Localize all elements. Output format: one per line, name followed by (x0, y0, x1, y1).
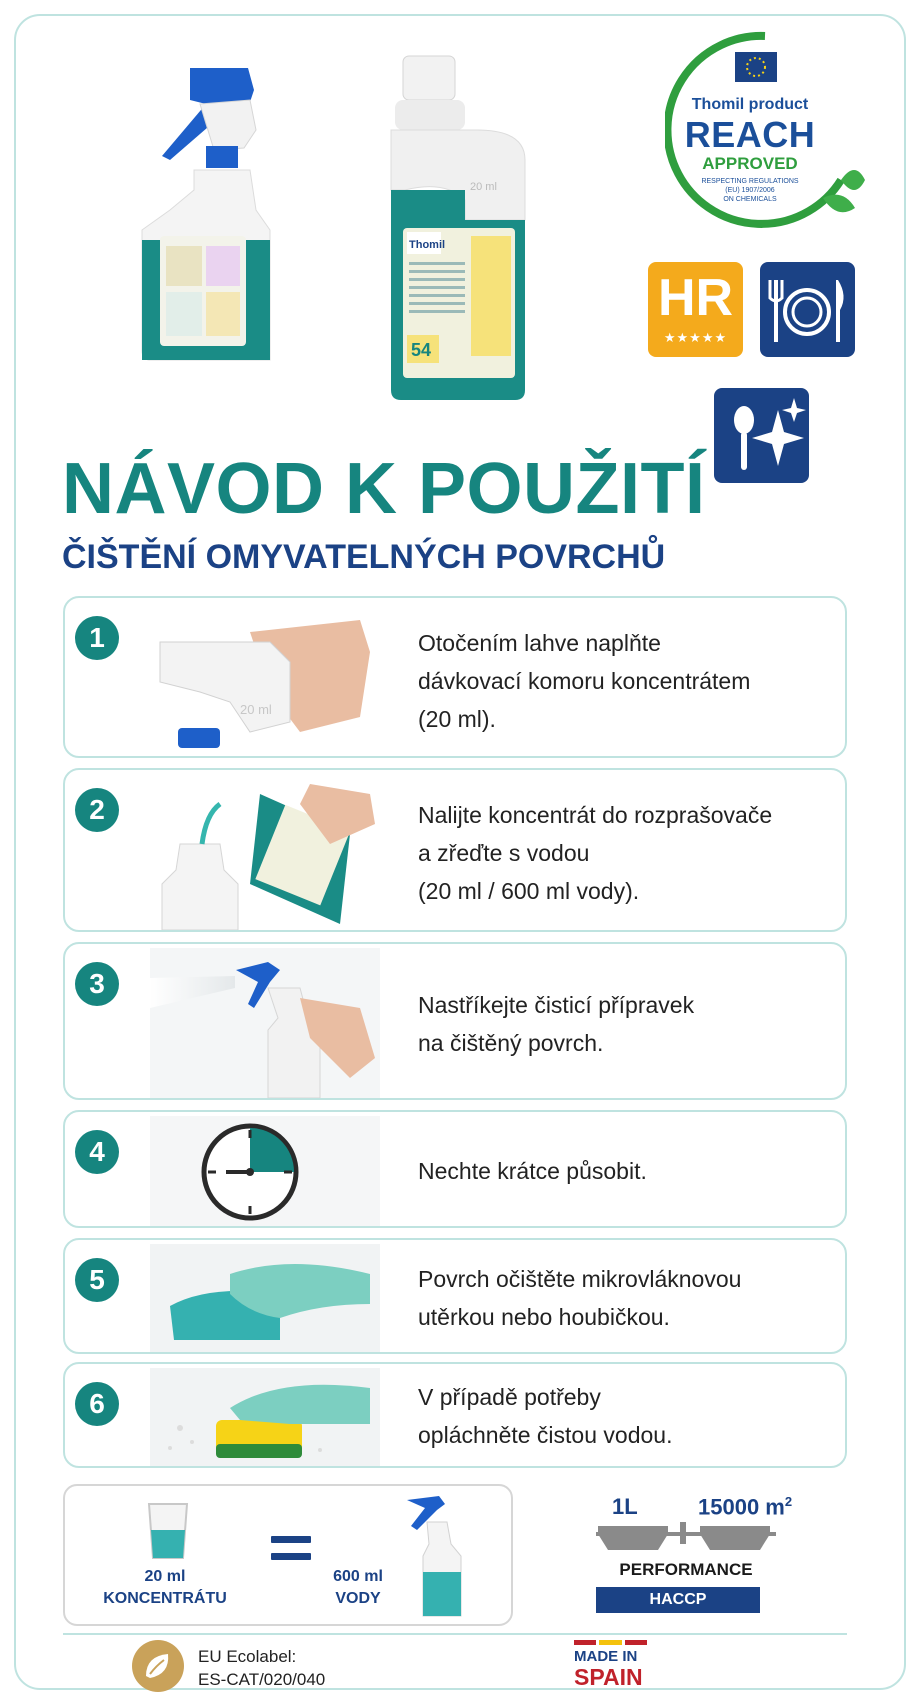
ecolabel-logo (132, 1640, 184, 1692)
reach-line-3: APPROVED (702, 154, 798, 173)
reach-line-5: (EU) 1907/2006 (725, 187, 775, 194)
step-5-image (150, 1244, 380, 1352)
step-line: V případě potřeby (418, 1384, 601, 1410)
step-line: (20 ml / 600 ml vody). (418, 878, 640, 904)
step-number: 3 (75, 962, 119, 1006)
step-1-measure: 20 ml (240, 702, 272, 717)
step-number: 6 (75, 1382, 119, 1426)
reach-approved-badge (665, 30, 875, 240)
step-2 (63, 768, 847, 932)
step-number: 5 (75, 1258, 119, 1302)
equals-icon (271, 1536, 311, 1570)
dosing-bottle-product-image (385, 50, 535, 420)
sinks-performance-icon (596, 1522, 776, 1558)
step-line: (20 ml). (418, 706, 496, 732)
step-3 (63, 942, 847, 1100)
spray-bottle-product-image (130, 60, 280, 405)
leaf-icon (132, 1640, 184, 1692)
country-text: SPAIN (574, 1664, 643, 1690)
reach-line-6: ON CHEMICALS (723, 196, 777, 203)
step-2-image (150, 774, 380, 930)
step-line: utěrkou nebo houbičkou. (418, 1304, 670, 1330)
performance-area (698, 1494, 792, 1520)
step-1-image (150, 602, 380, 752)
hr-rating-tile (648, 262, 743, 357)
ecolabel-line-1: EU Ecolabel: (198, 1647, 297, 1666)
page-title: NÁVOD K POUŽITÍ (62, 449, 706, 529)
step-text (418, 1260, 741, 1336)
bottle-brand: Thomil (409, 239, 446, 251)
reach-line-2: REACH (684, 114, 816, 155)
step-text (418, 986, 694, 1062)
water-spray-bottle-icon (397, 1492, 467, 1620)
step-text (418, 796, 772, 910)
step-4-image (150, 1116, 380, 1226)
step-6-image (150, 1368, 380, 1466)
step-text (418, 1378, 672, 1454)
step-line: Otočením lahve naplňte (418, 630, 661, 656)
spoon-sparkle-icon (714, 388, 809, 483)
spoon-tile (714, 388, 809, 483)
step-line: Povrch očištěte mikrovláknovou (418, 1266, 742, 1292)
dilution-box (63, 1484, 513, 1626)
ecolabel-line-2: ES-CAT/020/040 (198, 1670, 326, 1689)
step-line: Nalijte koncentrát do rozprašovače (418, 802, 773, 828)
step-line: Nechte krátce působit. (418, 1158, 647, 1184)
step-text (418, 624, 750, 738)
dosing-chamber-measure: 20 ml (470, 181, 497, 193)
footer-divider (63, 1633, 847, 1635)
step-4 (63, 1110, 847, 1228)
hr-label: HR (657, 269, 734, 327)
step-5 (63, 1238, 847, 1354)
performance-label: PERFORMANCE (619, 1560, 753, 1579)
step-1 (63, 596, 847, 758)
made-in-text: MADE IN (574, 1648, 638, 1665)
concentrate-label: KONCENTRÁTU (103, 1590, 227, 1607)
step-6 (63, 1362, 847, 1468)
step-line: a zřeďte s vodou (418, 840, 590, 866)
step-3-image (150, 948, 380, 1098)
bottle-number: 54 (411, 340, 432, 360)
concentrate-amount: 20 ml (144, 1568, 186, 1585)
page-subtitle: ČIŠTĚNÍ OMYVATELNÝCH POVRCHŮ (62, 538, 666, 576)
performance-area-value: 15000 m (698, 1494, 785, 1520)
measuring-beaker-icon (145, 1500, 191, 1560)
step-line: na čištěný povrch. (418, 1030, 604, 1056)
hr-stars: ★★★★★ (663, 330, 728, 345)
plate-tile (760, 262, 855, 357)
haccp-badge: HACCP (596, 1587, 760, 1613)
ecolabel-text (198, 1645, 325, 1691)
step-text (418, 1152, 647, 1190)
flag-bars (574, 1640, 650, 1645)
water-label: VODY (335, 1590, 381, 1607)
step-line: opláchněte čistou vodou. (418, 1422, 673, 1448)
water-amount: 600 ml (333, 1568, 383, 1585)
step-number: 2 (75, 788, 119, 832)
made-in-spain-logo (574, 1640, 650, 1689)
reach-line-1: Thomil product (691, 96, 809, 113)
reach-line-4: RESPECTING REGULATIONS (701, 178, 799, 185)
step-line: dávkovací komoru koncentrátem (418, 668, 751, 694)
cutlery-plate-icon (760, 262, 855, 357)
performance-volume: 1L (612, 1494, 638, 1519)
step-number: 1 (75, 616, 119, 660)
step-line: Nastříkejte čisticí přípravek (418, 992, 695, 1018)
performance-area-exponent: 2 (784, 1494, 793, 1509)
step-number: 4 (75, 1130, 119, 1174)
